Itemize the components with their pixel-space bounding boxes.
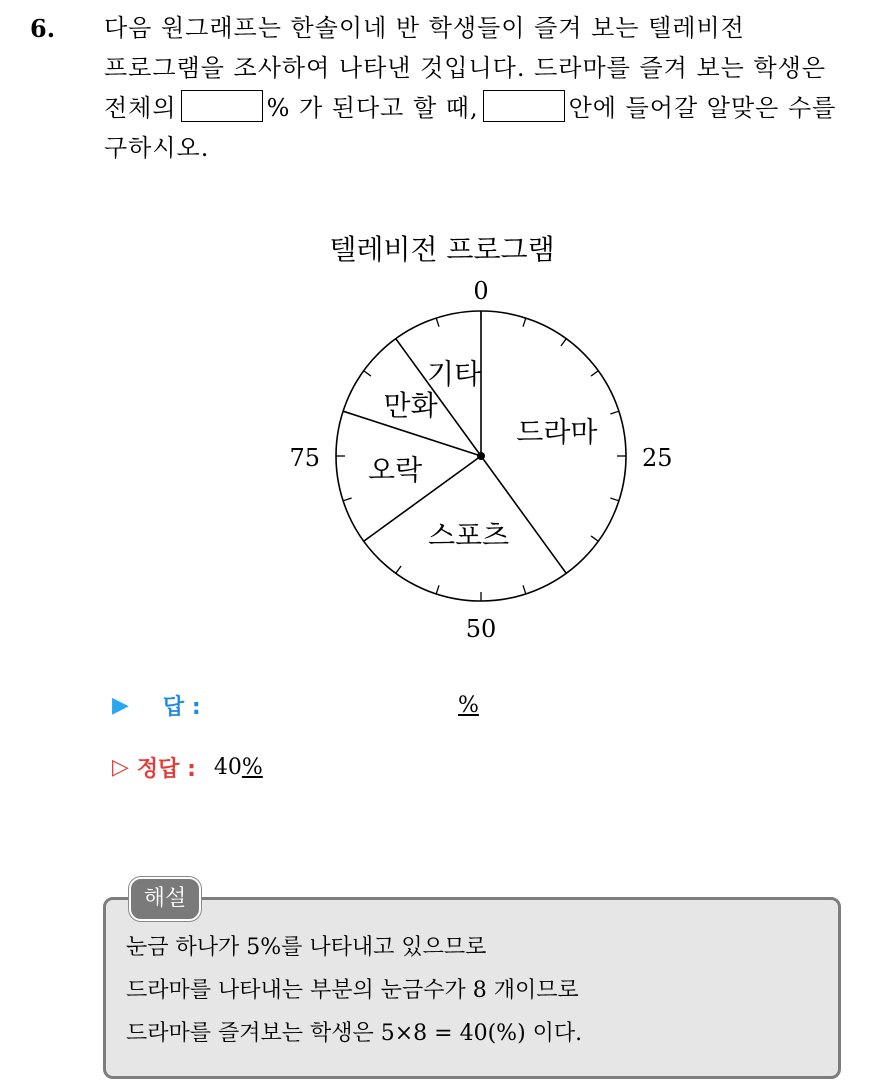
- answer-unit: %: [458, 693, 479, 718]
- outline-triangle-icon: ▷: [112, 755, 129, 780]
- scale-label: 75: [289, 444, 320, 472]
- slice-label: 기타: [427, 357, 482, 391]
- question-line-4: 구하시오.: [104, 134, 210, 162]
- slice-label: 스포츠: [427, 518, 510, 552]
- slice-label: 오락: [368, 453, 423, 487]
- answer-label: 답 :: [162, 695, 201, 720]
- slice-label: 만화: [383, 388, 438, 422]
- answer-row: [112, 690, 479, 721]
- scale-label: 25: [642, 444, 673, 472]
- pie-tick: [610, 411, 619, 414]
- correct-answer-label: 정답 :: [136, 757, 196, 782]
- pie-tick: [591, 536, 598, 541]
- question-line-3c: 안에 들어갈 알맞은 수를: [568, 94, 837, 122]
- question-line-3b: % 가 된다고 할 때,: [266, 94, 479, 122]
- pie-tick: [396, 566, 401, 573]
- explanation-line-3: 드라마를 즐겨보는 학생은 5×8 = 40(%) 이다.: [126, 1021, 583, 1046]
- explanation-line-2: 드라마를 나타내는 부분의 눈금수가 8 개이므로: [126, 978, 579, 1003]
- pie-tick: [610, 498, 619, 501]
- question-line-1: 다음 원그래프는 한솔이네 반 학생들이 즐겨 보는 텔레비전: [104, 14, 745, 42]
- explanation-body: [126, 926, 582, 1055]
- pie-tick: [523, 585, 526, 594]
- explanation-tag: 해설: [129, 877, 201, 921]
- explanation-line-1: 눈금 하나가 5%를 나타내고 있으므로: [126, 935, 487, 960]
- question-number: 6.: [30, 14, 56, 43]
- pie-tick: [364, 371, 371, 376]
- pie-tick: [561, 339, 566, 346]
- pie-tick: [591, 371, 598, 376]
- correct-answer-value: 40: [213, 755, 242, 780]
- pie-tick: [436, 318, 439, 327]
- pie-tick: [343, 498, 352, 501]
- pie-center-dot: [477, 452, 485, 460]
- question-line-2: 프로그램을 조사하여 나타낸 것입니다. 드라마를 즐겨 보는 학생은: [104, 54, 826, 82]
- question-line-3a: 전체의: [104, 94, 177, 122]
- play-triangle-icon: ▶: [112, 693, 129, 718]
- pie-tick: [523, 318, 526, 327]
- correct-answer-unit: %: [241, 755, 263, 780]
- scale-label: 50: [465, 615, 497, 643]
- correct-answer-row: [112, 752, 263, 783]
- pie-tick: [436, 585, 439, 594]
- slice-boundary: [481, 456, 566, 573]
- scale-label: 0: [473, 277, 489, 305]
- chart-title: 텔레비전 프로그램: [329, 233, 555, 266]
- slice-label: 드라마: [516, 415, 598, 449]
